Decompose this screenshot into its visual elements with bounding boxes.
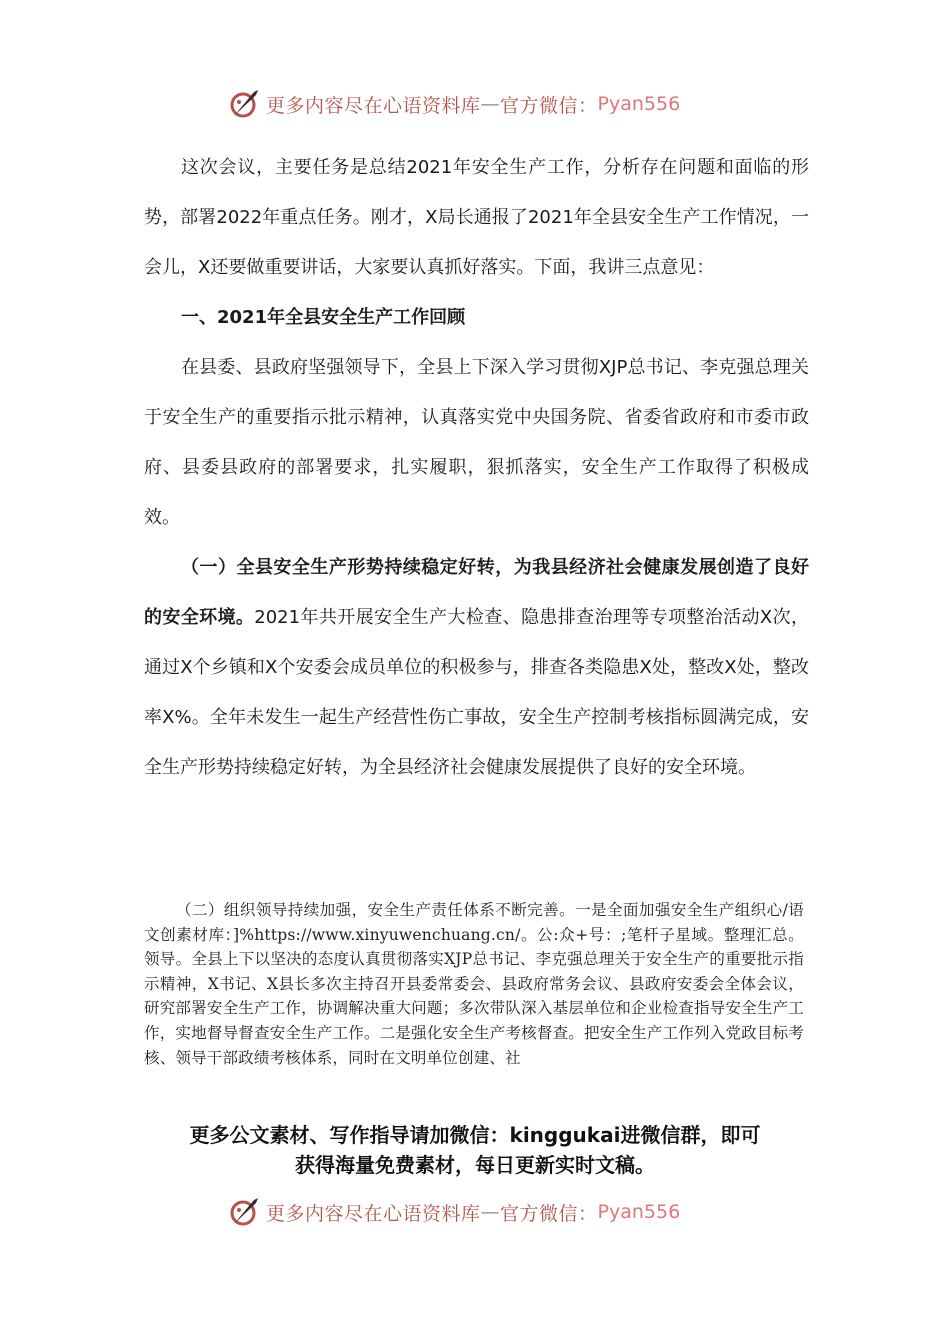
watermark-separator: —: [480, 93, 501, 115]
document-body: [144, 143, 809, 793]
promo-line-2: 获得海量免费素材，每日更新实时文稿。: [295, 1153, 655, 1177]
section-heading: 一、2021年全县安全生产工作回顾: [181, 307, 466, 328]
subsection-1-title: （一）全县安全生产形势持续稳定好转，为我县经济社会健康发展创造了良好的安全环境。: [144, 557, 809, 628]
quill-logo-icon: [226, 86, 262, 122]
intro-paragraph: 这次会议，主要任务是总结2021年安全生产工作，分析存在问题和面临的形势，部署2022年重点任务。刚才，X局长通报了2021年全县安全生产工作情况，一会儿，X还要做重要讲话，大家要认真抓好落实。下面，我讲三点意见：: [144, 157, 809, 278]
watermark-id: Pyan556: [597, 1201, 681, 1223]
promo-line-1: 更多公文素材、写作指导请加微信：kinggukai进微信群，即可: [189, 1123, 761, 1147]
header-watermark: [226, 84, 680, 124]
subsection-1-body: 2021年共开展安全生产大检查、隐患排查治理等专项整治活动X次，通过X个乡镇和X个安委会成员单位的积极参与，排查各类隐患X处，整改X处，整改率X%。全年未发生一起生产经营性伤亡事故，安全生产控制考核指标圆满完成，安全生产形势持续稳定好转，为全县经济社会健康发展提供了良好的安全环境。: [144, 607, 810, 778]
subsection-1-paragraph: [144, 543, 809, 793]
footer-watermark: [226, 1192, 680, 1232]
watermark-separator: —: [480, 1201, 501, 1223]
review-paragraph: 在县委、县政府坚强领导下，全县上下深入学习贯彻XJP总书记、李克强总理关于安全生产的重要指示批示精神，认真落实党中央国务院、省委省政府和市委市政府、县委县政府的部署要求，扎实履职，狠抓落实，安全生产工作取得了积极成效。: [144, 357, 809, 528]
subsection-2-paragraph: （二）组织领导持续加强，安全生产责任体系不断完善。一是全面加强安全生产组织心/语文创素材库：]%https://www.xinyuwenchuang.cn/。公:众+号：;笔杆子星域。整理汇总。领导。全县上下以坚决的态度认真贯彻落实XJP总书记、李克强总理关于安全生产的重要批示指示精神，X书记、X县长多次主持召开县委常委会、县政府常务会议、县政府安委会全体会议，研究部署安全生产工作，协调解决重大问题；多次带队深入基层单位和企业检查指导安全生产工作，实地督导督查安全生产工作。二是强化安全生产考核督查。把安全生产工作列入党政目标考核、领导干部政绩考核体系，同时在文明单位创建、社: [144, 901, 804, 1067]
watermark-text: 更多内容尽在心语资料库: [266, 1202, 481, 1225]
promo-banner: [140, 1120, 810, 1180]
quill-logo-icon: [226, 1194, 262, 1230]
watermark-id: Pyan556: [597, 93, 681, 115]
watermark-text: 更多内容尽在心语资料库: [266, 94, 481, 117]
watermark-label: 官方微信：: [500, 94, 598, 117]
watermark-label: 官方微信：: [500, 1202, 598, 1225]
